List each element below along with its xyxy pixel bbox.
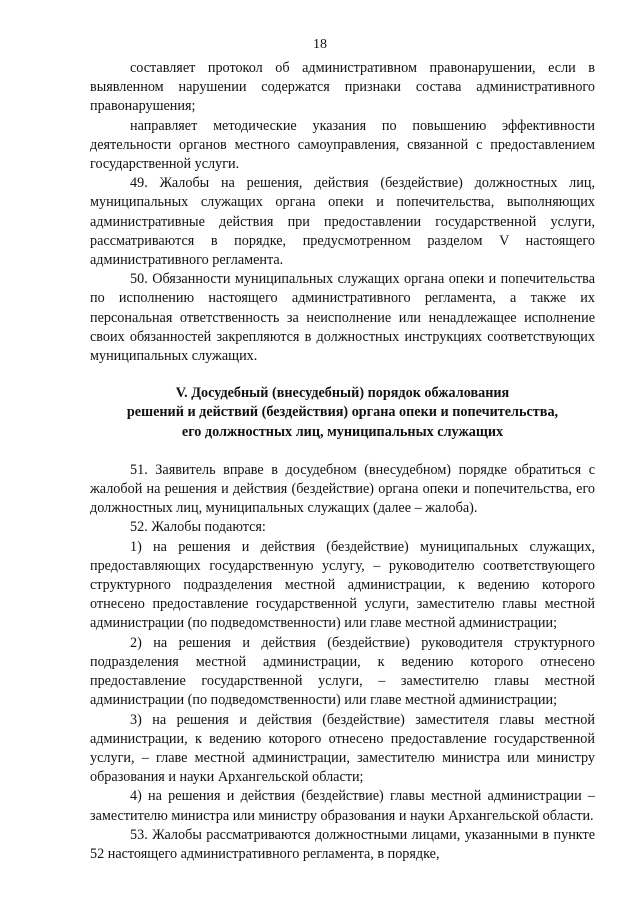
section-heading-line: V. Досудебный (внесудебный) порядок обжалования (175, 385, 510, 402)
list-item: 1) на решения и действия (бездействие) муниципальных служащих, предоставляющих государственную услугу, – руководителю соответствующего структурного подразделения местной администрации, к ведению которого отнесено предоставление государственной услуги, заместителю главы местной администрации (по подведомственности) или главе местной администрации; (90, 538, 595, 632)
paragraph-50: 50. Обязанности муниципальных служащих органа опеки и попечительства по исполнению настоящего административного регламента, а также их персональная ответственность за неисполнение или ненадлежащее исполнение своих обязанностей закрепляются в должностных инструкциях соответствующих муниципальных служащих. (90, 271, 595, 365)
section-heading-line: его должностных лиц, муниципальных служащих (181, 423, 504, 440)
document-body (90, 59, 595, 864)
paragraph-52: 52. Жалобы подаются: (130, 519, 266, 536)
paragraph: составляет протокол об административном правонарушении, если в выявленном нарушении содержатся признаки состава административного правонарушения; (90, 60, 595, 115)
paragraph-51: 51. Заявитель вправе в досудебном (внесудебном) порядке обратиться с жалобой на решения и действия (бездействие) органа опеки и попечительства, его должностных лиц, муниципальных служащих (далее – жалоба). (90, 461, 595, 517)
page-number: 18 (313, 37, 327, 52)
paragraph-49: 49. Жалобы на решения, действия (бездействие) должностных лиц, муниципальных служащих органа опеки и попечительства, выполняющих административные действия при предоставлении государственной услуги, рассматриваются в порядке, предусмотренном разделом V настоящего административного регламента. (90, 175, 595, 269)
section-heading-line: решений и действий (бездействия) органа опеки и попечительства, (126, 404, 559, 421)
section-heading (90, 384, 595, 442)
paragraph: направляет методические указания по повышению эффективности деятельности органов местного самоуправления, связанной с предоставлением государственной услуги. (90, 117, 595, 173)
list-item: 2) на решения и действия (бездействие) руководителя структурного подразделения местной администрации, к ведению которого отнесено предоставление государственной услуги, – заместителю главы местной администрации (по подведомственности) или главе местной администрации; (90, 634, 595, 709)
paragraph-53: 53. Жалобы рассматриваются должностными лицами, указанными в пункте 52 настоящего административного регламента, в порядке, (90, 826, 595, 862)
list-item: 3) на решения и действия (бездействие) заместителя главы местной администрации, к ведению которого отнесено предоставление государственной услуги, – главе местной администрации, заместителю министра или министру образования и науки Архангельской области; (90, 711, 595, 786)
list-item: 4) на решения и действия (бездействие) главы местной администрации – заместителю министра или министру образования и науки Архангельской области. (90, 788, 595, 824)
